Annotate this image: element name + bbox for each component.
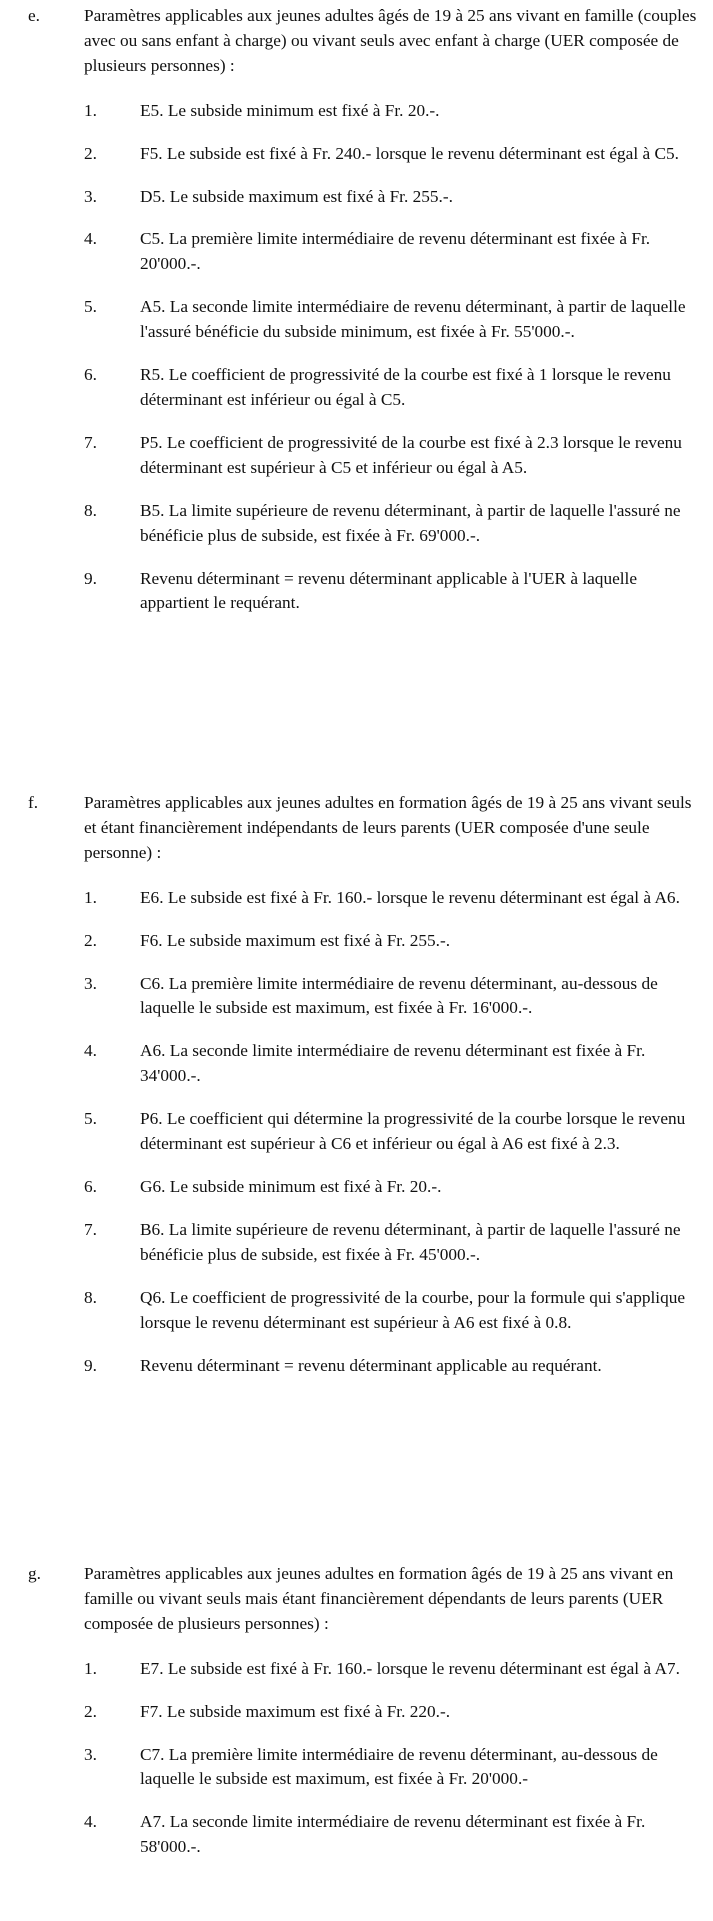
list-item bbox=[0, 142, 713, 167]
item-text: C7. La première limite intermédiaire de revenu déterminant, au-dessous de laquelle le subside est maximum, est fixée à Fr. 20'000.- bbox=[140, 1744, 658, 1789]
item-text: E5. Le subside minimum est fixé à Fr. 20.-. bbox=[140, 100, 440, 120]
item-number: 2. bbox=[84, 930, 97, 950]
parameter-list bbox=[0, 1657, 713, 1860]
item-number: 9. bbox=[84, 1355, 97, 1375]
item-text: Revenu déterminant = revenu déterminant applicable au requérant. bbox=[140, 1355, 602, 1375]
section-e bbox=[0, 4, 713, 616]
item-number: 7. bbox=[84, 1219, 97, 1239]
item-text: P6. Le coefficient qui détermine la progressivité de la courbe lorsque le revenu déterminant est supérieur à C6 et inférieur ou égal à A6 est fixé à 2.3. bbox=[140, 1109, 686, 1154]
item-number: 3. bbox=[84, 186, 97, 206]
item-number: 4. bbox=[84, 229, 97, 249]
item-number: 1. bbox=[84, 887, 97, 907]
list-item bbox=[0, 1286, 713, 1336]
parameter-list bbox=[0, 886, 713, 1379]
parameter-list bbox=[0, 99, 713, 617]
section-g bbox=[0, 1562, 713, 1860]
item-number: 1. bbox=[84, 100, 97, 120]
section-f bbox=[0, 791, 713, 1378]
item-text: F7. Le subside maximum est fixé à Fr. 220.-. bbox=[140, 1701, 451, 1721]
item-number: 3. bbox=[84, 973, 97, 993]
list-item bbox=[0, 1657, 713, 1682]
item-text: E6. Le subside est fixé à Fr. 160.- lorsque le revenu déterminant est égal à A6. bbox=[140, 887, 680, 907]
list-item bbox=[0, 567, 713, 617]
section-heading bbox=[0, 1562, 713, 1637]
item-text: R5. Le coefficient de progressivité de la courbe est fixé à 1 lorsque le revenu déterminant est inférieur ou égal à C5. bbox=[140, 365, 671, 409]
list-item bbox=[0, 1218, 713, 1268]
list-item bbox=[0, 1175, 713, 1200]
list-item bbox=[0, 1354, 713, 1379]
item-number: 8. bbox=[84, 500, 97, 520]
item-text: B5. La limite supérieure de revenu déterminant, à partir de laquelle l'assuré ne bénéficie plus de subside, est fixée à Fr. 69'000.-. bbox=[140, 500, 681, 545]
item-number: 1. bbox=[84, 1658, 97, 1678]
item-text: E7. Le subside est fixé à Fr. 160.- lorsque le revenu déterminant est égal à A7. bbox=[140, 1658, 680, 1678]
list-item bbox=[0, 886, 713, 911]
list-item bbox=[0, 363, 713, 413]
section-heading bbox=[0, 791, 713, 866]
item-number: 9. bbox=[84, 568, 97, 588]
list-item bbox=[0, 227, 713, 277]
item-number: 2. bbox=[84, 1701, 97, 1721]
list-item bbox=[0, 972, 713, 1022]
list-item bbox=[0, 1743, 713, 1793]
item-text: A7. La seconde limite intermédiaire de revenu déterminant est fixée à Fr. 58'000.-. bbox=[140, 1812, 646, 1857]
item-number: 4. bbox=[84, 1041, 97, 1061]
list-item bbox=[0, 431, 713, 481]
item-text: G6. Le subside minimum est fixé à Fr. 20.-. bbox=[140, 1176, 442, 1196]
item-number: 6. bbox=[84, 1176, 97, 1196]
item-number: 7. bbox=[84, 432, 97, 452]
item-text: F6. Le subside maximum est fixé à Fr. 255.-. bbox=[140, 930, 451, 950]
item-text: A5. La seconde limite intermédiaire de revenu déterminant, à partir de laquelle l'assuré bénéficie du subside minimum, est fixée à Fr. 55'000.-. bbox=[140, 297, 686, 342]
section-letter: e. bbox=[28, 6, 40, 25]
list-item bbox=[0, 1039, 713, 1089]
list-item bbox=[0, 1700, 713, 1725]
item-number: 5. bbox=[84, 297, 97, 317]
list-item bbox=[0, 929, 713, 954]
section-heading-text: Paramètres applicables aux jeunes adultes en formation âgés de 19 à 25 ans vivant en famille ou vivant seuls mais étant financièrement dépendants de leurs parents (UER composée de plusieurs personnes) : bbox=[84, 1564, 674, 1633]
list-item bbox=[0, 185, 713, 210]
section-letter: g. bbox=[28, 1564, 41, 1583]
item-text: F5. Le subside est fixé à Fr. 240.- lorsque le revenu déterminant est égal à C5. bbox=[140, 143, 679, 163]
section-letter: f. bbox=[28, 793, 39, 812]
item-text: Q6. Le coefficient de progressivité de la courbe, pour la formule qui s'applique lorsque le revenu déterminant est supérieur à A6 est fixé à 0.8. bbox=[140, 1287, 686, 1332]
section-heading bbox=[0, 4, 713, 79]
item-number: 8. bbox=[84, 1287, 97, 1307]
item-text: Revenu déterminant = revenu déterminant applicable à l'UER à laquelle appartient le requérant. bbox=[140, 568, 638, 613]
item-number: 3. bbox=[84, 1744, 97, 1764]
item-number: 2. bbox=[84, 143, 97, 163]
item-text: A6. La seconde limite intermédiaire de revenu déterminant est fixée à Fr. 34'000.-. bbox=[140, 1041, 646, 1086]
item-text: B6. La limite supérieure de revenu déterminant, à partir de laquelle l'assuré ne bénéficie plus de subside, est fixée à Fr. 45'000.-. bbox=[140, 1219, 681, 1264]
section-heading-text: Paramètres applicables aux jeunes adultes âgés de 19 à 25 ans vivant en famille (couples avec ou sans enfant à charge) ou vivant seuls avec enfant à charge (UER composée de plusieurs personnes) : bbox=[84, 6, 697, 75]
item-number: 6. bbox=[84, 365, 97, 385]
item-number: 4. bbox=[84, 1812, 97, 1832]
list-item bbox=[0, 99, 713, 124]
list-item bbox=[0, 295, 713, 345]
section-heading-text: Paramètres applicables aux jeunes adultes en formation âgés de 19 à 25 ans vivant seuls et étant financièrement indépendants de leurs parents (UER composée d'une seule personne) : bbox=[84, 793, 692, 862]
item-text: D5. Le subside maximum est fixé à Fr. 255.-. bbox=[140, 186, 453, 206]
item-number: 5. bbox=[84, 1109, 97, 1129]
item-text: C6. La première limite intermédiaire de revenu déterminant, au-dessous de laquelle le subside est maximum, est fixée à Fr. 16'000.-. bbox=[140, 973, 658, 1018]
item-text: P5. Le coefficient de progressivité de la courbe est fixé à 2.3 lorsque le revenu déterminant est supérieur à C5 et inférieur ou égal à A5. bbox=[140, 432, 682, 477]
list-item bbox=[0, 1810, 713, 1860]
list-item bbox=[0, 499, 713, 549]
item-text: C5. La première limite intermédiaire de revenu déterminant est fixée à Fr. 20'000.-. bbox=[140, 229, 651, 274]
list-item bbox=[0, 1107, 713, 1157]
